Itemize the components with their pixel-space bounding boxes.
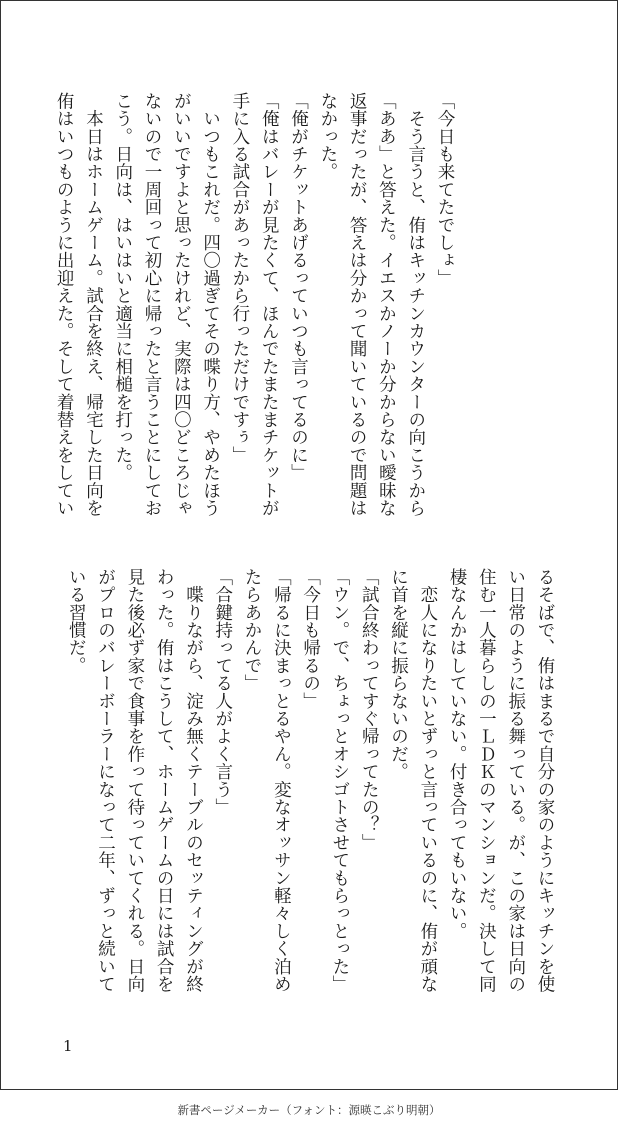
text-line: 本日はホームゲーム。試合を終え、帰宅した日向を [83, 92, 104, 517]
text-line: るそばで、侑はまるで自分の家のようにキッチンを使 [535, 568, 555, 993]
footer-credit: 新書ページメーカー（フォント：源暎こぶり明朝） [177, 1103, 441, 1117]
text-line: ないので一周回って初心に帰ったと言うことにしてお [142, 92, 163, 517]
text-line: 「今日も帰るの」 [300, 568, 321, 710]
text-line: たらあかんで」 [242, 568, 263, 692]
text-line: わった。侑はこうして、ホームゲームの日には試合を [154, 568, 175, 993]
text-line: 返事だったが、答えは分かって聞いているので問題は [347, 92, 368, 517]
lower-text-column [61, 568, 559, 1008]
text-line: 手に入る試合があったから行っただけですぅ」 [229, 92, 250, 464]
text-line: 「今日も来てたでしょ」 [435, 92, 455, 287]
text-line: 「ああ」と答えた。イエスかノーか分からない曖昧な [376, 92, 397, 517]
text-line: 喋りながら、淀み無くテーブルのセッティングが終 [183, 568, 204, 993]
text-line: 「帰るに決まっとるやん。変なオッサン軽々しく泊め [271, 568, 292, 993]
text-line: そう言うと、侑はキッチンカウンターの向こうから [405, 92, 426, 517]
text-line: がいいですよと思ったけれど、実際は四〇どころじゃ [171, 92, 192, 517]
text-line: がプロのバレーボーラーになって二年、ずっと続いて [95, 568, 116, 993]
text-line: 恋人になりたいとずっと言っているのに、侑が頑な [417, 568, 438, 993]
text-line: 棲なんかはしていない。付き合ってもいない。 [447, 568, 468, 940]
text-line: いつもこれだ。四〇過ぎてその喋り方、やめたほう [200, 92, 221, 517]
text-line: こう。日向は、はいはいと適当に相槌を打った。 [112, 92, 133, 482]
upper-text-column [49, 92, 459, 532]
text-line: 「試合終わってすぐ帰ってたの？」 [359, 568, 380, 852]
text-line: 「合鍵持ってる人がよく言う」 [212, 568, 233, 816]
text-line: なかった。 [317, 92, 338, 181]
text-line: に首を縦に振らないのだ。 [388, 568, 409, 781]
text-line: 見た後必ず家で食事を作って待っていてくれる。日向 [124, 568, 145, 993]
text-line: 「俺はバレーが見たくて、ほんでたまたまチケットが [259, 92, 280, 517]
text-line: 侑はいつものように出迎えた。そして着替えをしてい [54, 92, 75, 517]
text-line: 住む一人暮らしの一ＬＤＫのマンションだ。決して同 [476, 568, 497, 993]
text-line: 「俺がチケットあげるっていつも言ってるのに」 [288, 92, 309, 482]
page-number: 1 [63, 1037, 73, 1055]
text-line: い日常のように振る舞っている。が、この家は日向の [505, 568, 526, 993]
text-line: いる習慣だ。 [66, 568, 87, 675]
text-line: 「ウン。で、ちょっとオシゴトさせてもらっとった」 [329, 568, 350, 993]
